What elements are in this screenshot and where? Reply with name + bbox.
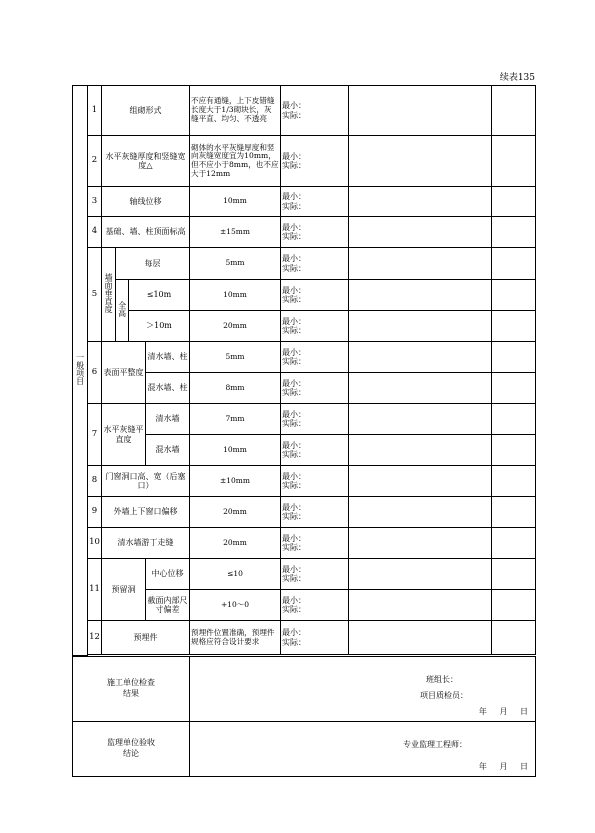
remark-cell[interactable] — [492, 86, 536, 136]
item-requirement: 20mm — [190, 497, 281, 528]
item-requirement: 砌体的水平灰缝厚度和竖向灰缝宽度宜为10mm，但不应小于8mm，也不应大于12mm — [190, 136, 281, 187]
result-cell[interactable] — [349, 373, 492, 404]
item-requirement: 8mm — [190, 373, 281, 404]
item-no: 7 — [88, 404, 102, 466]
table-row — [73, 559, 536, 590]
item-no: 6 — [88, 342, 102, 404]
item-no: 1 — [88, 86, 102, 136]
item-requirement: ±10mm — [190, 466, 281, 497]
table-row — [73, 621, 536, 655]
result-cell[interactable] — [349, 86, 492, 136]
item-requirement: 不应有通缝，上下皮错缝长度大于1/3砌块长，灰缝平直、均匀、不透亮 — [190, 86, 281, 136]
result-cell[interactable] — [349, 404, 492, 435]
result-cell[interactable] — [349, 217, 492, 248]
result-cell[interactable] — [349, 559, 492, 590]
table-row — [73, 248, 536, 280]
group-label: 水平灰缝平直度 — [102, 404, 146, 466]
mid-label-cell — [116, 280, 129, 342]
measure-cell[interactable]: 最小： 实际： — [281, 404, 349, 435]
remark-cell[interactable] — [492, 528, 536, 559]
item-requirement: 5mm — [190, 342, 281, 373]
supervision-sign-area[interactable] — [190, 721, 536, 776]
item-no: 3 — [88, 187, 102, 217]
measure-cell[interactable]: 最小： 实际： — [281, 528, 349, 559]
item-no: 11 — [88, 559, 102, 621]
remark-cell[interactable] — [492, 435, 536, 466]
sub-item-name: 混水墙 — [146, 435, 190, 466]
result-cell[interactable] — [349, 466, 492, 497]
supervision-date: 年 月 日 — [478, 762, 528, 772]
sub-item-name: 中心位移 — [146, 559, 190, 590]
item-no: 12 — [88, 621, 102, 655]
item-requirement: 10mm — [190, 435, 281, 466]
result-cell[interactable] — [349, 528, 492, 559]
sub-item-name: 清水墙、柱 — [146, 342, 190, 373]
table-row — [73, 404, 536, 435]
measure-cell[interactable]: 最小： 实际： — [281, 466, 349, 497]
item-requirement: +10～0 — [190, 590, 281, 621]
sub-item-name: ≤10m — [129, 280, 190, 311]
item-name: 门窗洞口高、宽（后塞口） — [102, 466, 190, 497]
item-requirement: 5mm — [190, 248, 281, 280]
result-cell[interactable] — [349, 280, 492, 311]
construction-date: 年 月 日 — [478, 707, 528, 717]
item-no: 2 — [88, 136, 102, 187]
remark-cell[interactable] — [492, 590, 536, 621]
item-no: 4 — [88, 217, 102, 248]
inspection-table — [72, 85, 536, 777]
team-leader-label: 班组长： — [426, 674, 458, 684]
remark-cell[interactable] — [492, 373, 536, 404]
result-cell[interactable] — [349, 497, 492, 528]
table-row — [73, 311, 536, 342]
construction-row — [73, 656, 536, 721]
sub-item-name: 每层 — [116, 248, 190, 280]
result-cell[interactable] — [349, 590, 492, 621]
item-name: 轴线位移 — [102, 187, 190, 217]
result-cell[interactable] — [349, 435, 492, 466]
item-requirement: 20mm — [190, 528, 281, 559]
item-name: 外墙上下窗口偏移 — [102, 497, 190, 528]
item-no: 8 — [88, 466, 102, 497]
result-cell[interactable] — [349, 621, 492, 655]
supervision-row — [73, 721, 536, 776]
mid-label: 全高 — [117, 301, 127, 318]
table-row — [73, 497, 536, 528]
measure-cell[interactable]: 最小： 实际： — [281, 248, 349, 280]
remark-cell[interactable] — [492, 342, 536, 373]
continuation-label: 续表135 — [499, 73, 535, 83]
group-label: 预留洞 — [102, 559, 146, 621]
remark-cell[interactable] — [492, 311, 536, 342]
table-row — [73, 187, 536, 217]
table-row — [73, 217, 536, 248]
item-no: 10 — [88, 528, 102, 559]
measure-cell[interactable]: 最小： 实际： — [281, 373, 349, 404]
item-requirement: 10mm — [190, 280, 281, 311]
remark-cell[interactable] — [492, 497, 536, 528]
result-cell[interactable] — [349, 311, 492, 342]
table-row — [73, 466, 536, 497]
group-label: 表面平整度 — [102, 342, 146, 404]
table-row — [73, 136, 536, 187]
result-cell[interactable] — [349, 248, 492, 280]
measure-cell[interactable]: 最小： 实际： — [281, 280, 349, 311]
item-name: 组砌形式 — [102, 86, 190, 136]
table-row — [73, 528, 536, 559]
item-no: 5 — [88, 248, 102, 342]
table-row — [73, 86, 536, 136]
measure-cell[interactable]: 最小： 实际： — [281, 217, 349, 248]
item-name: 预埋件 — [102, 621, 190, 655]
group-label: 墙面垂直度 — [104, 273, 114, 314]
sub-item-name: 清水墙 — [146, 404, 190, 435]
table-row — [73, 342, 536, 373]
measure-cell[interactable]: 最小： 实际： — [281, 590, 349, 621]
construction-sign-area[interactable] — [190, 656, 536, 721]
section-label: 一般项目 — [75, 353, 85, 386]
section-label-cell — [73, 86, 88, 656]
measure-cell[interactable]: 最小： 实际： — [281, 311, 349, 342]
item-no: 9 — [88, 497, 102, 528]
result-cell[interactable] — [349, 187, 492, 217]
measure-cell[interactable]: 最小： 实际： — [281, 559, 349, 590]
measure-cell[interactable]: 最小： 实际： — [281, 435, 349, 466]
remark-cell[interactable] — [492, 136, 536, 187]
remark-cell[interactable] — [492, 217, 536, 248]
remark-cell[interactable] — [492, 280, 536, 311]
remark-cell[interactable] — [492, 248, 536, 280]
remark-cell[interactable] — [492, 187, 536, 217]
item-name: 基础、墙、柱顶面标高 — [102, 217, 190, 248]
sub-item-name: 混水墙、柱 — [146, 373, 190, 404]
construction-label: 施工单位检查结果 — [73, 656, 190, 721]
item-name: 清水墙游丁走缝 — [102, 528, 190, 559]
measure-cell[interactable]: 最小： 实际： — [281, 187, 349, 217]
item-requirement: 10mm — [190, 187, 281, 217]
item-requirement: 20mm — [190, 311, 281, 342]
item-requirement: ≤10 — [190, 559, 281, 590]
result-cell[interactable] — [349, 342, 492, 373]
item-requirement: 7mm — [190, 404, 281, 435]
sub-item-name: ＞10m — [129, 311, 190, 342]
measure-cell[interactable]: 最小： 实际： — [281, 136, 349, 187]
remark-cell[interactable] — [492, 559, 536, 590]
measure-cell[interactable]: 最小： 实际： — [281, 86, 349, 136]
group-label-cell — [102, 248, 116, 342]
supervision-label: 监理单位验收结论 — [73, 721, 190, 776]
inspector-label: 项目质检员： — [420, 690, 468, 700]
sub-item-name: 截面内部尺寸偏差 — [146, 590, 190, 621]
item-requirement: ±15mm — [190, 217, 281, 248]
item-name: 水平灰缝厚度和竖缝宽度△ — [102, 136, 190, 187]
engineer-label: 专业监理工程师： — [403, 739, 467, 749]
measure-cell[interactable]: 最小： 实际： — [281, 497, 349, 528]
table-row — [73, 280, 536, 311]
item-requirement: 预埋件位置准确，预埋件规格应符合设计要求 — [190, 621, 281, 655]
result-cell[interactable] — [349, 136, 492, 187]
remark-cell[interactable] — [492, 621, 536, 655]
remark-cell[interactable] — [492, 404, 536, 435]
remark-cell[interactable] — [492, 466, 536, 497]
measure-cell[interactable]: 最小： 实际： — [281, 621, 349, 655]
measure-cell[interactable]: 最小： 实际： — [281, 342, 349, 373]
